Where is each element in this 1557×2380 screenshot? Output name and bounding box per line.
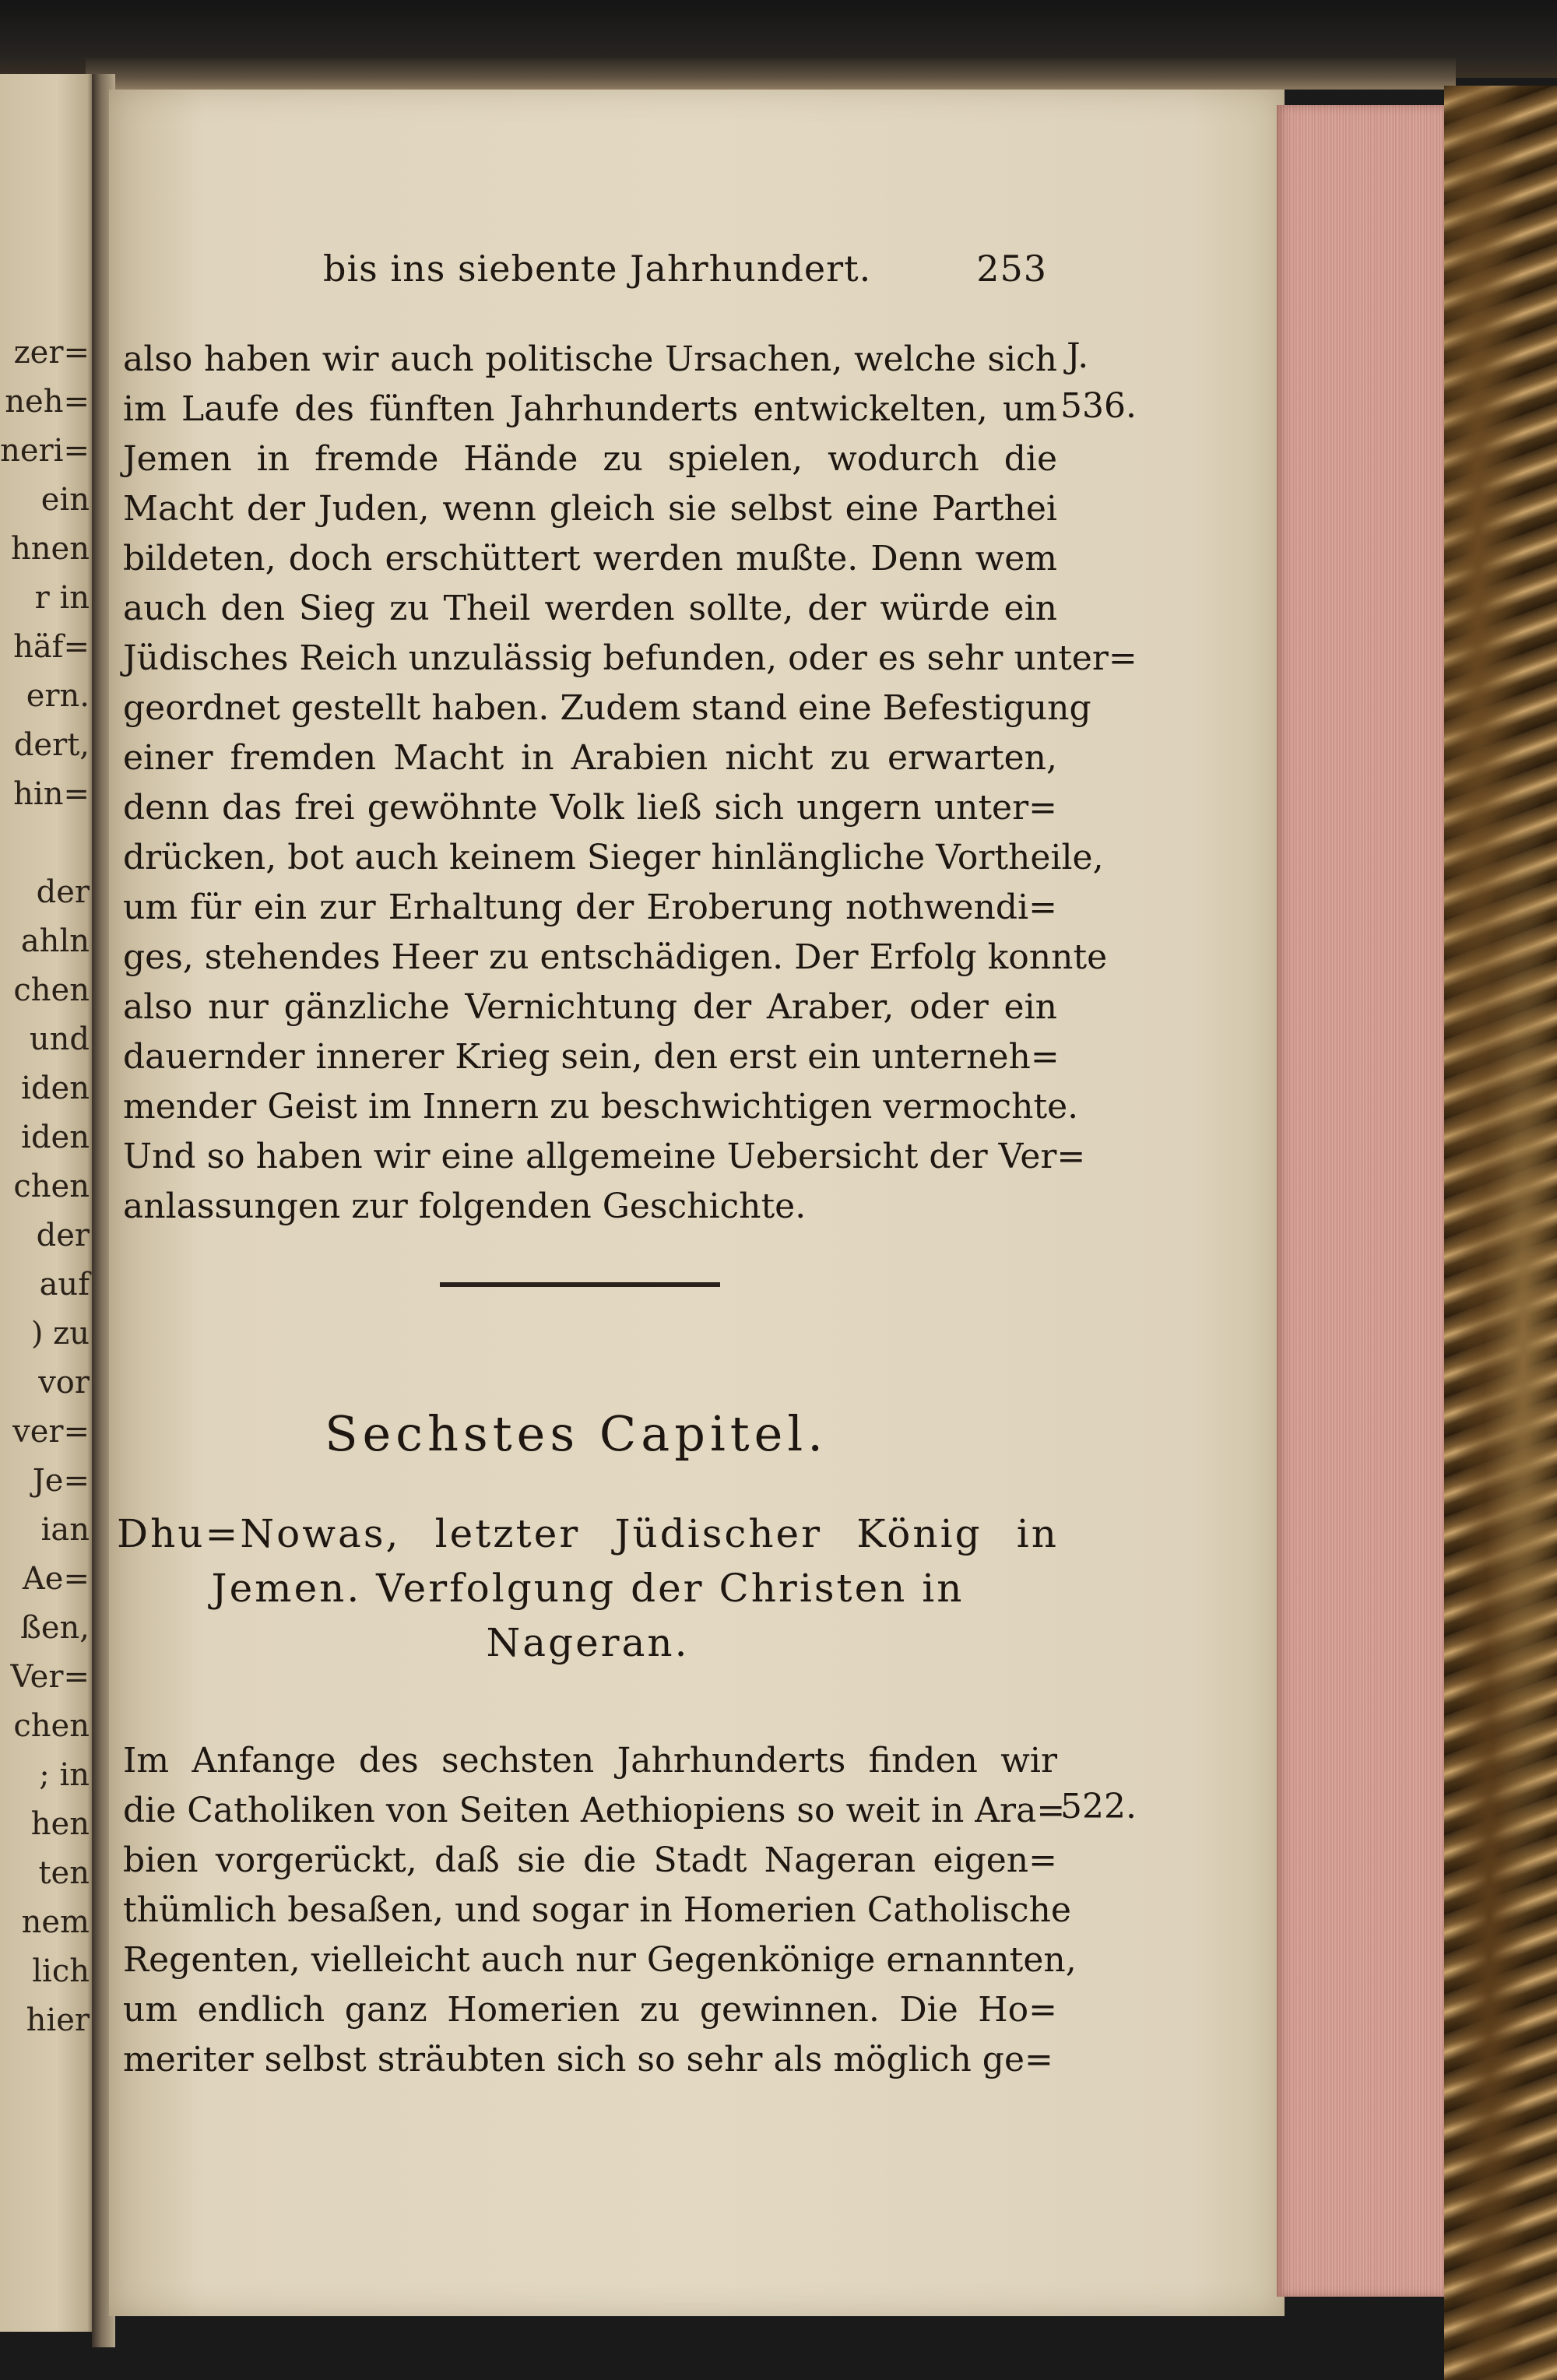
left-page-fragment: auf	[39, 1267, 90, 1302]
left-page-fragment: iden	[21, 1120, 90, 1155]
chapter-heading: Sechstes Capitel.	[325, 1405, 828, 1462]
left-page-fragment: häf=	[13, 629, 90, 665]
left-page-fragment: chen	[13, 1708, 90, 1744]
left-page-fragment: ern.	[26, 678, 90, 714]
running-title: bis ins siebente Jahrhundert.	[323, 248, 872, 290]
left-page-fragment: dert,	[13, 727, 90, 763]
marbled-cover-board	[1444, 86, 1557, 2380]
text-line: denn das frei gewöhnte Volk ließ sich ungern unter=	[123, 788, 1057, 828]
text-line: ges, stehendes Heer zu entschädigen. Der Erfolg konnte	[123, 937, 1108, 977]
chapter-subtitle	[117, 1506, 1059, 1670]
left-page-fragment: ; in	[39, 1757, 90, 1793]
text-line: einer fremden Macht in Arabien nicht zu erwarten,	[123, 738, 1057, 778]
left-page-fragment: neri=	[0, 433, 90, 469]
text-line: bildeten, doch erschüttert werden mußte. Denn wem	[123, 539, 1057, 578]
left-page-fragment: ) zu	[30, 1316, 90, 1352]
text-line: um für ein zur Erhaltung der Eroberung nothwendi=	[123, 888, 1057, 927]
left-page-fragment: der	[36, 1218, 90, 1253]
page-edges	[1277, 105, 1444, 2297]
text-line: mender Geist im Innern zu beschwichtigen vermochte.	[123, 1087, 1079, 1127]
left-page-edge	[0, 74, 95, 2332]
left-page-fragment: ein	[40, 482, 90, 518]
left-page-fragment: ten	[38, 1855, 90, 1891]
left-page-fragment: ver=	[12, 1414, 90, 1450]
left-page-fragment: hin=	[13, 776, 90, 812]
text-line: um endlich ganz Homerien zu gewinnen. Die Ho=	[123, 1990, 1057, 2030]
paragraph-2	[123, 1736, 1077, 2085]
text-line: auch den Sieg zu Theil werden sollte, der würde ein	[123, 589, 1057, 628]
text-line: drücken, bot auch keinem Sieger hinlängliche Vortheile,	[123, 838, 1104, 877]
left-page-fragment: chen	[13, 1169, 90, 1204]
margin-year-522: 522.	[1060, 1787, 1137, 1826]
text-line: Regenten, vielleicht auch nur Gegenkönige ernannten,	[123, 1940, 1077, 1980]
text-line: Jüdisches Reich unzulässig befunden, oder es sehr unter=	[123, 638, 1137, 678]
left-page-fragment: ßen,	[20, 1610, 90, 1646]
text-line: im Laufe des fünften Jahrhunderts entwickelten, um	[123, 389, 1057, 429]
text-line: Jemen in fremde Hände zu spielen, wodurch die	[123, 439, 1057, 479]
margin-year-label: J.	[1067, 336, 1089, 376]
text-line: anlassungen zur folgenden Geschichte.	[123, 1186, 807, 1226]
book-spine-top	[86, 58, 1456, 90]
text-line: thümlich besaßen, und sogar in Homerien Catholische	[123, 1890, 1071, 1930]
subtitle-line: Nageran.	[486, 1620, 690, 1665]
subtitle-line: Dhu=Nowas, letzter Jüdischer König in	[117, 1511, 1059, 1556]
left-page-fragment: Ver=	[10, 1659, 90, 1695]
subtitle-line: Jemen. Verfolgung der Christen in	[211, 1566, 965, 1611]
text-line: geordnet gestellt haben. Zudem stand eine Befestigung	[123, 688, 1091, 728]
left-page-fragment: Je=	[32, 1463, 90, 1499]
text-line: also haben wir auch politische Ursachen, welche sich	[123, 339, 1057, 379]
left-page-fragment: hen	[30, 1806, 90, 1842]
left-page-fragment: neh=	[5, 384, 90, 420]
text-line: die Catholiken von Seiten Aethiopiens so weit in Ara=	[123, 1791, 1066, 1830]
left-page-fragment: zer=	[13, 335, 90, 371]
left-page-fragment: chen	[13, 972, 90, 1008]
left-page-fragment: und	[29, 1021, 90, 1057]
left-page-fragment: ian	[40, 1512, 90, 1548]
text-line: Und so haben wir eine allgemeine Uebersicht der Ver=	[123, 1137, 1086, 1176]
text-line: bien vorgerückt, daß sie die Stadt Nageran eigen=	[123, 1840, 1057, 1880]
margin-year-536: 536.	[1060, 386, 1137, 426]
left-page-fragment: vor	[38, 1365, 90, 1401]
text-line: Im Anfange des sechsten Jahrhunderts finden wir	[123, 1741, 1057, 1781]
left-page-fragment: lich	[32, 1953, 90, 1989]
left-page-fragment: ahln	[20, 923, 90, 959]
left-page-fragment: Ae=	[22, 1561, 90, 1597]
page-number: 253	[976, 248, 1047, 290]
left-page-fragment: iden	[21, 1070, 90, 1106]
left-page-fragment: hier	[26, 2002, 90, 2038]
left-page-fragment: hnen	[11, 531, 90, 567]
left-page-fragment: nem	[21, 1904, 90, 1940]
section-divider	[440, 1282, 720, 1287]
left-page-fragment: der	[36, 874, 90, 910]
text-line: also nur gänzliche Vernichtung der Araber, oder ein	[123, 987, 1057, 1027]
text-line: dauernder innerer Krieg sein, den erst ein unterneh=	[123, 1037, 1060, 1077]
left-page-fragment: r in	[34, 580, 90, 616]
text-line: Macht der Juden, wenn gleich sie selbst eine Parthei	[123, 489, 1057, 529]
text-line: meriter selbst sträubten sich so sehr als möglich ge=	[123, 2040, 1053, 2079]
